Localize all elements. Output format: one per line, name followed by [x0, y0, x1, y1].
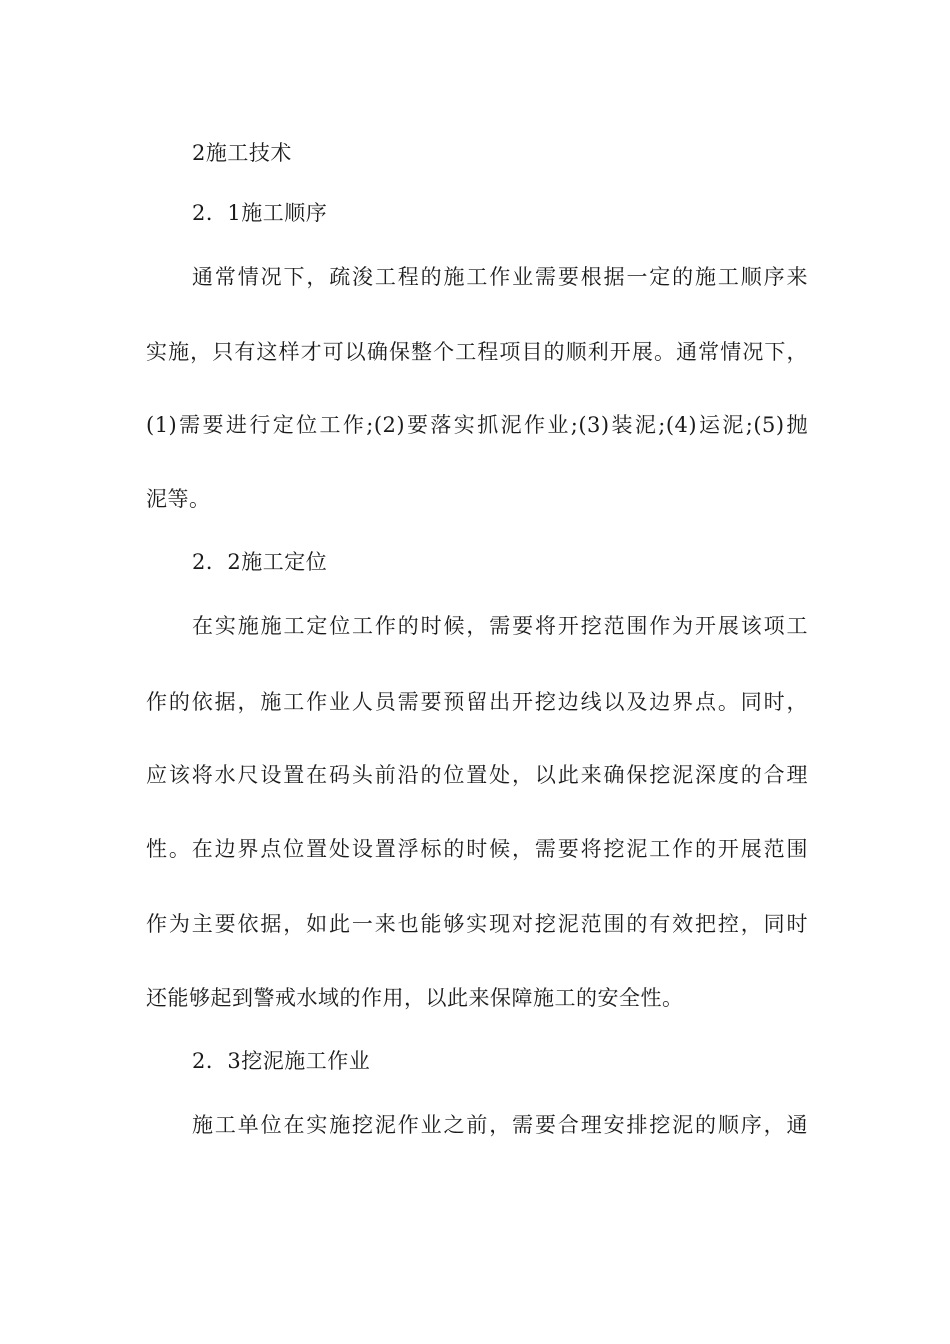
paragraph-line: 泥等。	[146, 487, 211, 511]
section-heading-2: 2施工技术	[192, 141, 292, 165]
paragraph-line: 应该将水尺设置在码头前沿的位置处，以此来确保挖泥深度的合理	[146, 763, 808, 787]
paragraph-line: 还能够起到警戒水域的作用，以此来保障施工的安全性。	[146, 986, 684, 1010]
paragraph-line: (1)需要进行定位工作;(2)要落实抓泥作业;(3)装泥;(4)运泥;(5)抛	[146, 413, 808, 437]
subsection-heading-2-2: 2．2施工定位	[192, 550, 328, 574]
paragraph-line: 实施，只有这样才可以确保整个工程项目的顺利开展。通常情况下，	[146, 340, 808, 364]
paragraph-line: 通常情况下，疏浚工程的施工作业需要根据一定的施工顺序来	[192, 265, 808, 289]
paragraph-line: 性。在边界点位置处设置浮标的时候，需要将挖泥工作的开展范围	[146, 837, 808, 861]
subsection-heading-2-3: 2．3挖泥施工作业	[192, 1049, 371, 1073]
paragraph-line: 施工单位在实施挖泥作业之前，需要合理安排挖泥的顺序，通	[192, 1113, 808, 1137]
paragraph-line: 作的依据，施工作业人员需要预留出开挖边线以及边界点。同时，	[146, 690, 808, 714]
subsection-heading-2-1: 2．1施工顺序	[192, 201, 328, 225]
paragraph-line: 作为主要依据，如此一来也能够实现对挖泥范围的有效把控，同时	[146, 912, 808, 936]
paragraph-line: 在实施施工定位工作的时候，需要将开挖范围作为开展该项工	[192, 614, 808, 638]
